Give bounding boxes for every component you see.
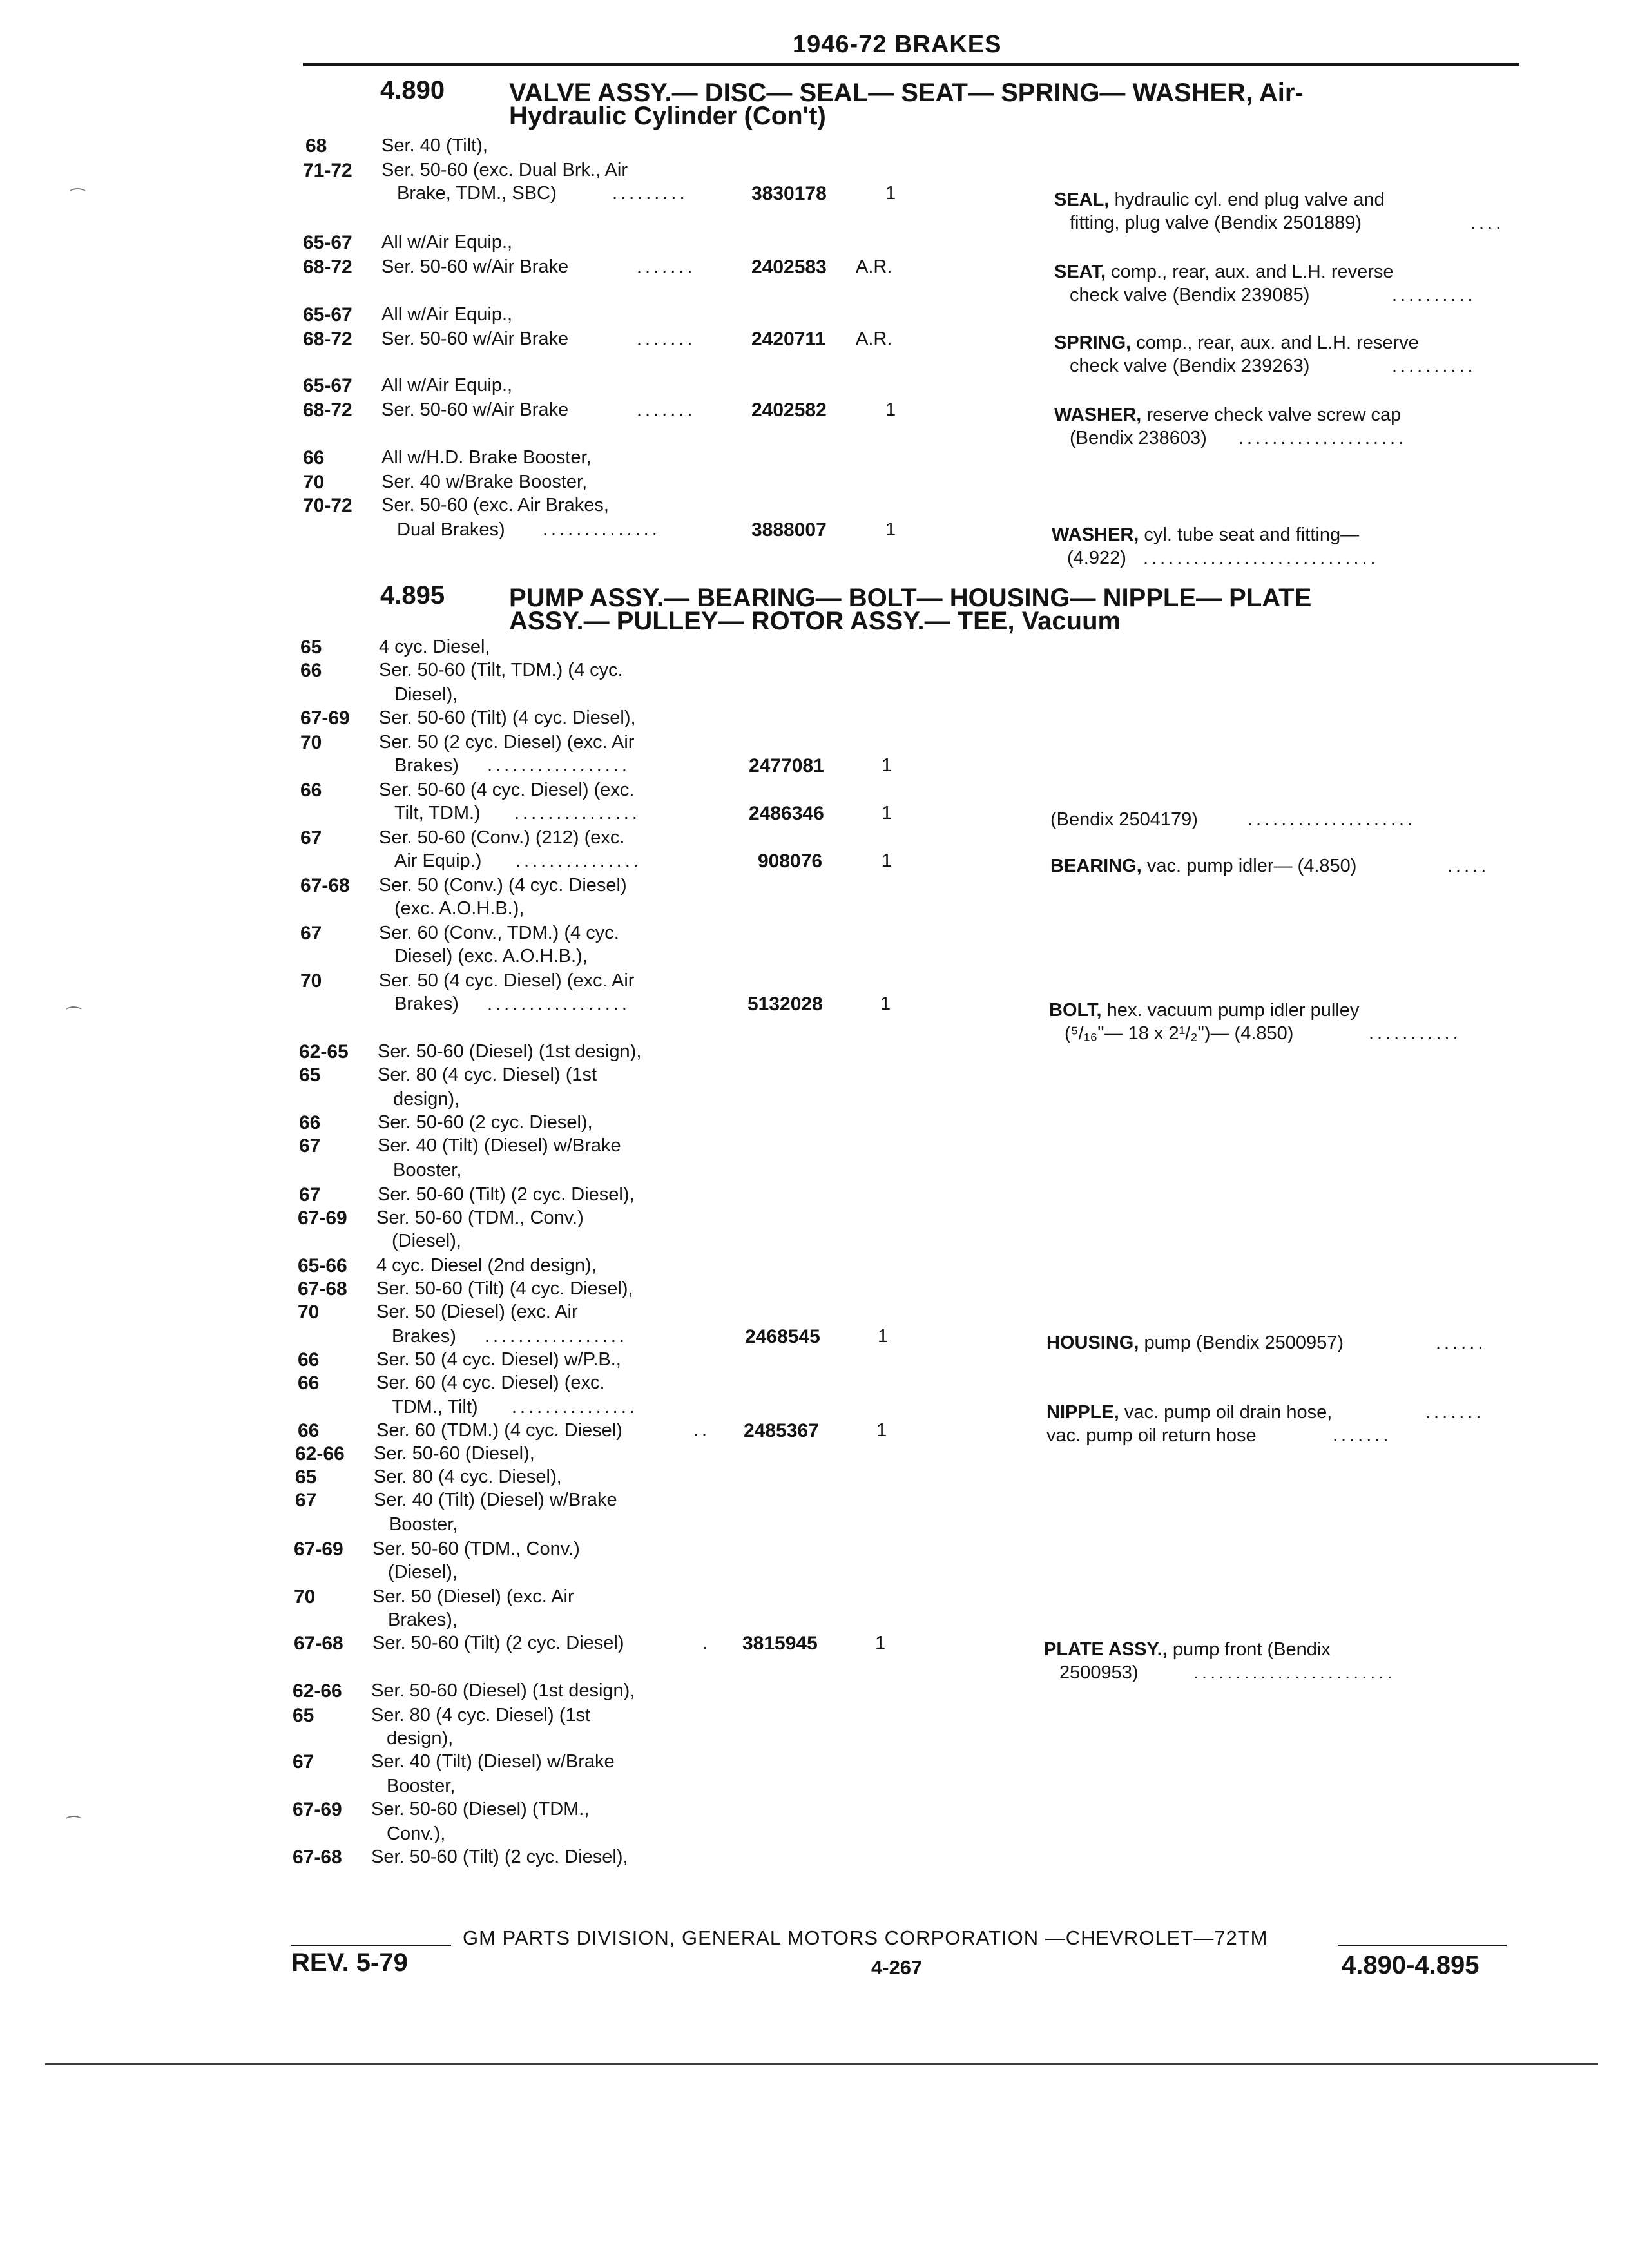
year-range: 67 — [299, 1184, 321, 1206]
description-text: fitting, plug valve (Bendix 2501889) — [1070, 213, 1362, 233]
year-range: 62-66 — [295, 1443, 345, 1465]
quantity: 1 — [875, 1633, 886, 1653]
leader-dots: ............................ — [1143, 548, 1379, 568]
description-text: (⁵/₁₆"— 18 x 2¹/₂")— (4.850) — [1065, 1023, 1294, 1044]
part-name: WASHER, — [1052, 524, 1139, 545]
part-name: BEARING, — [1050, 856, 1142, 876]
quantity: 1 — [885, 183, 896, 204]
part-number: 2485367 — [744, 1420, 819, 1441]
applicability-text: Ser. 50-60 (Tilt) (2 cyc. Diesel) — [372, 1633, 624, 1653]
leader-dots: ........................ — [1193, 1662, 1396, 1683]
year-range: 62-66 — [293, 1680, 342, 1702]
leader-dots: .......... — [1392, 356, 1476, 376]
year-range: 70 — [303, 472, 325, 493]
section-title: Hydraulic Cylinder (Con't) — [509, 102, 826, 130]
part-name: WASHER, — [1054, 405, 1142, 425]
leader-dots: ...... — [1436, 1332, 1487, 1353]
year-range: 68-72 — [303, 329, 352, 350]
applicability-text: TDM., Tilt) — [392, 1397, 478, 1418]
description-text: comp., rear, aux. and L.H. reverse — [1106, 262, 1394, 282]
year-range: 65-66 — [298, 1255, 347, 1276]
applicability-text: Ser. 50-60 (4 cyc. Diesel) (exc. — [379, 780, 635, 800]
applicability-text: Ser. 50-60 (Diesel) (1st design), — [378, 1041, 642, 1062]
part-description — [1054, 262, 1394, 283]
part-number: 2420711 — [751, 329, 826, 350]
applicability-text: Diesel), — [394, 684, 458, 705]
applicability-text: Ser. 50-60 (Conv.) (212) (exc. — [379, 827, 625, 848]
applicability-text: Booster, — [387, 1776, 456, 1796]
applicability-text: All w/Air Equip., — [381, 304, 513, 325]
footer-publisher: GM PARTS DIVISION, GENERAL MOTORS CORPORATION —CHEVROLET—72TM — [463, 1927, 1268, 1949]
quantity: 1 — [880, 994, 891, 1014]
section-number: 4.895 — [380, 581, 445, 610]
leader-dots: ................. — [487, 755, 630, 776]
part-name: BOLT, — [1049, 1000, 1102, 1021]
applicability-text: Ser. 60 (4 cyc. Diesel) (exc. — [376, 1372, 605, 1393]
year-range: 65 — [300, 637, 322, 658]
applicability-text: design), — [387, 1728, 454, 1749]
applicability-text: Ser. 40 w/Brake Booster, — [381, 472, 588, 492]
part-number: 2468545 — [745, 1326, 820, 1347]
year-range: 67-69 — [298, 1207, 347, 1229]
part-number: 908076 — [758, 850, 823, 872]
applicability-text: Ser. 40 (Tilt) (Diesel) w/Brake — [374, 1490, 617, 1510]
year-range: 70-72 — [303, 495, 352, 516]
part-description — [1044, 1639, 1331, 1660]
applicability-text: Brakes), — [388, 1610, 458, 1630]
leader-dots: ....... — [637, 256, 696, 277]
page-bottom-rule — [45, 2063, 1598, 2065]
year-range: 67 — [295, 1490, 317, 1511]
year-range: 67 — [300, 923, 322, 944]
applicability-text: Ser. 50-60 (exc. Air Brakes, — [381, 495, 609, 515]
year-range: 67 — [300, 827, 322, 849]
applicability-text: (Diesel), — [388, 1562, 458, 1582]
quantity: 1 — [885, 399, 896, 420]
applicability-text: Ser. 50 (Conv.) (4 cyc. Diesel) — [379, 875, 627, 896]
leader-dots: .............. — [543, 519, 660, 540]
applicability-text: Dual Brakes) — [397, 519, 505, 540]
leader-dots: ............... — [516, 850, 642, 871]
applicability-text: Ser. 50 (4 cyc. Diesel) w/P.B., — [376, 1349, 621, 1370]
leader-dots: ......... — [612, 183, 688, 204]
applicability-text: All w/H.D. Brake Booster, — [381, 447, 592, 468]
year-range: 68 — [305, 135, 327, 157]
applicability-text: (exc. A.O.H.B.), — [394, 898, 525, 919]
year-range: 66 — [300, 660, 322, 681]
section-number: 4.890 — [380, 76, 445, 104]
applicability-text: Ser. 50-60 (Tilt) (4 cyc. Diesel), — [379, 707, 636, 728]
part-number: 5132028 — [747, 994, 823, 1015]
applicability-text: Ser. 50 (2 cyc. Diesel) (exc. Air — [379, 732, 635, 753]
part-description — [1046, 1332, 1344, 1354]
scan-mark: ⁀ — [71, 188, 84, 207]
leader-dots: ....... — [637, 399, 696, 420]
part-number: 2477081 — [749, 755, 824, 776]
part-name: PLATE ASSY., — [1044, 1639, 1168, 1660]
applicability-text: Brakes) — [392, 1326, 456, 1347]
description-text: reserve check valve screw cap — [1141, 405, 1402, 425]
applicability-text: Brakes) — [394, 755, 459, 776]
applicability-text: Ser. 50-60 (Diesel) (TDM., — [371, 1799, 590, 1820]
description-text: 2500953) — [1059, 1662, 1139, 1683]
part-description — [1054, 332, 1419, 354]
applicability-text: Ser. 50 (Diesel) (exc. Air — [376, 1302, 578, 1322]
applicability-text: Ser. 50-60 w/Air Brake — [381, 329, 569, 349]
year-range: 65-67 — [303, 375, 352, 396]
applicability-text: 4 cyc. Diesel (2nd design), — [376, 1255, 597, 1276]
year-range: 67-68 — [294, 1633, 343, 1654]
applicability-text: All w/Air Equip., — [381, 232, 513, 253]
section-title: ASSY.— PULLEY— ROTOR ASSY.— TEE, Vacuum — [509, 607, 1121, 635]
part-number: 3815945 — [742, 1633, 818, 1654]
part-description — [1054, 405, 1401, 426]
description-text: vac. pump oil drain hose, — [1119, 1402, 1333, 1423]
applicability-text: Ser. 50-60 w/Air Brake — [381, 256, 569, 277]
leader-dots: ............... — [512, 1397, 638, 1418]
year-range: 67-68 — [298, 1278, 347, 1300]
part-name: HOUSING, — [1046, 1332, 1139, 1353]
applicability-text: Diesel) (exc. A.O.H.B.), — [394, 946, 588, 966]
applicability-text: Ser. 50 (4 cyc. Diesel) (exc. Air — [379, 970, 635, 991]
description-text: hex. vacuum pump idler pulley — [1101, 1000, 1360, 1021]
year-range: 65 — [299, 1064, 321, 1086]
leader-dots: ................. — [487, 994, 630, 1014]
applicability-text: Brake, TDM., SBC) — [397, 183, 557, 204]
year-range: 67-69 — [294, 1539, 343, 1560]
scan-mark: ⁀ — [67, 1006, 81, 1026]
leader-dots: .................... — [1239, 428, 1407, 448]
applicability-text: Ser. 50-60 (Diesel) (1st design), — [371, 1680, 635, 1701]
applicability-text: Ser. 80 (4 cyc. Diesel) (1st — [378, 1064, 597, 1085]
applicability-text: Ser. 50-60 (Tilt) (4 cyc. Diesel), — [376, 1278, 633, 1299]
part-name: NIPPLE, — [1046, 1402, 1119, 1423]
applicability-text: design), — [393, 1089, 460, 1110]
leader-dots: ..... — [1447, 856, 1490, 876]
year-range: 66 — [299, 1112, 321, 1133]
year-range: 66 — [298, 1372, 320, 1394]
applicability-text: Ser. 40 (Tilt) (Diesel) w/Brake — [371, 1751, 615, 1772]
part-name: SPRING, — [1054, 332, 1132, 353]
leader-dots: ................. — [485, 1326, 628, 1347]
year-range: 68-72 — [303, 256, 352, 278]
applicability-text: Ser. 80 (4 cyc. Diesel) (1st — [371, 1705, 591, 1725]
footer-section-range: 4.890-4.895 — [1342, 1951, 1480, 1979]
year-range: 67-68 — [293, 1847, 342, 1868]
year-range: 67 — [299, 1135, 321, 1157]
leader-dots: . — [702, 1633, 711, 1653]
applicability-text: Ser. 50-60 (TDM., Conv.) — [372, 1539, 580, 1559]
page-title: 1946-72 BRAKES — [793, 31, 1002, 58]
section-title: PUMP ASSY.— BEARING— BOLT— HOUSING— NIPPLE— PLATE — [509, 584, 1312, 612]
section-title: VALVE ASSY.— DISC— SEAL— SEAT— SPRING— WASHER, Air- — [509, 79, 1304, 107]
applicability-text: Air Equip.) — [394, 850, 482, 871]
description-text: vac. pump idler— (4.850) — [1141, 856, 1357, 876]
header-rule — [303, 63, 1519, 66]
year-range: 70 — [294, 1586, 316, 1608]
applicability-text: Booster, — [393, 1160, 462, 1180]
part-number: 3830178 — [751, 183, 827, 204]
year-range: 66 — [298, 1349, 320, 1370]
leader-dots: ....... — [637, 329, 696, 349]
description-text: (4.922) — [1067, 548, 1126, 568]
quantity: 1 — [882, 755, 892, 776]
quantity: 1 — [876, 1420, 887, 1441]
quantity: A.R. — [856, 329, 892, 349]
year-range: 67-68 — [300, 875, 350, 896]
year-range: 68-72 — [303, 399, 352, 421]
leader-dots: ............... — [514, 803, 641, 823]
quantity: 1 — [882, 850, 892, 871]
leader-dots: ....... — [1425, 1402, 1485, 1423]
applicability-text: Ser. 50-60 (exc. Dual Brk., Air — [381, 160, 628, 180]
description-text: comp., rear, aux. and L.H. reserve — [1131, 332, 1419, 353]
part-number: 2486346 — [749, 803, 824, 824]
applicability-text: Brakes) — [394, 994, 459, 1014]
year-range: 66 — [300, 780, 322, 801]
year-range: 66 — [298, 1420, 320, 1441]
year-range: 71-72 — [303, 160, 352, 181]
applicability-text: Ser. 50-60 (Tilt) (2 cyc. Diesel), — [371, 1847, 628, 1867]
applicability-text: Ser. 60 (Conv., TDM.) (4 cyc. — [379, 923, 619, 943]
quantity: 1 — [885, 519, 896, 540]
applicability-text: Ser. 50-60 (Diesel), — [374, 1443, 535, 1464]
leader-dots: .... — [1470, 213, 1505, 233]
leader-dots: ........... — [1369, 1023, 1461, 1044]
applicability-text: Ser. 50-60 (Tilt) (2 cyc. Diesel), — [378, 1184, 635, 1205]
year-range: 65 — [295, 1466, 317, 1488]
description-text: (Bendix 238603) — [1070, 428, 1207, 448]
applicability-text: Ser. 50-60 (Tilt, TDM.) (4 cyc. — [379, 660, 623, 680]
leader-dots: .................... — [1248, 809, 1416, 830]
year-range: 65-67 — [303, 232, 352, 253]
description-text: pump front (Bendix — [1167, 1639, 1331, 1660]
applicability-text: Ser. 50 (Diesel) (exc. Air — [372, 1586, 574, 1607]
part-description — [1054, 189, 1385, 211]
applicability-text: (Diesel), — [392, 1231, 461, 1251]
quantity: 1 — [878, 1326, 889, 1347]
footer-rule-left — [291, 1945, 451, 1946]
year-range: 70 — [298, 1302, 320, 1323]
applicability-text: Ser. 80 (4 cyc. Diesel), — [374, 1466, 562, 1487]
part-description — [1052, 524, 1359, 546]
applicability-text: Ser. 50-60 (2 cyc. Diesel), — [378, 1112, 593, 1133]
description-text: check valve (Bendix 239263) — [1070, 356, 1310, 376]
year-range: 67-69 — [300, 707, 350, 729]
part-number: 2402582 — [751, 399, 827, 421]
part-number: 2402583 — [751, 256, 827, 278]
leader-dots: .......... — [1392, 285, 1476, 305]
applicability-text: Ser. 40 (Tilt) (Diesel) w/Brake — [378, 1135, 621, 1156]
description-text: vac. pump oil return hose — [1046, 1425, 1257, 1446]
part-name: SEAT, — [1054, 262, 1106, 282]
applicability-text: Ser. 60 (TDM.) (4 cyc. Diesel) — [376, 1420, 622, 1441]
applicability-text: Conv.), — [387, 1823, 446, 1844]
leader-dots: .. — [693, 1420, 711, 1441]
year-range: 62-65 — [299, 1041, 349, 1062]
applicability-text: Ser. 40 (Tilt), — [381, 135, 488, 156]
part-description — [1050, 856, 1356, 877]
leader-dots: ....... — [1333, 1425, 1392, 1446]
applicability-text: All w/Air Equip., — [381, 375, 513, 396]
year-range: 65-67 — [303, 304, 352, 325]
applicability-text: 4 cyc. Diesel, — [379, 637, 490, 657]
part-name: SEAL, — [1054, 189, 1110, 210]
year-range: 67-69 — [293, 1799, 342, 1820]
footer-revision: REV. 5-79 — [291, 1948, 408, 1977]
year-range: 70 — [300, 970, 322, 992]
part-description — [1046, 1402, 1332, 1423]
applicability-text: Tilt, TDM.) — [394, 803, 481, 823]
description-text: check valve (Bendix 239085) — [1070, 285, 1310, 305]
year-range: 66 — [303, 447, 325, 468]
applicability-text: Booster, — [389, 1514, 458, 1535]
description-text: (Bendix 2504179) — [1050, 809, 1198, 830]
year-range: 67 — [293, 1751, 314, 1773]
footer-rule-right — [1338, 1945, 1507, 1946]
year-range: 65 — [293, 1705, 314, 1726]
part-description — [1049, 1000, 1359, 1021]
description-text: pump (Bendix 2500957) — [1139, 1332, 1344, 1353]
footer-page-number: 4-267 — [871, 1956, 923, 1979]
year-range: 70 — [300, 732, 322, 753]
description-text: hydraulic cyl. end plug valve and — [1109, 189, 1385, 210]
scan-mark: ⁀ — [67, 1816, 81, 1835]
quantity: A.R. — [856, 256, 892, 277]
quantity: 1 — [882, 803, 892, 823]
applicability-text: Ser. 50-60 (TDM., Conv.) — [376, 1207, 584, 1228]
part-number: 3888007 — [751, 519, 827, 541]
description-text: cyl. tube seat and fitting— — [1139, 524, 1360, 545]
applicability-text: Ser. 50-60 w/Air Brake — [381, 399, 569, 420]
